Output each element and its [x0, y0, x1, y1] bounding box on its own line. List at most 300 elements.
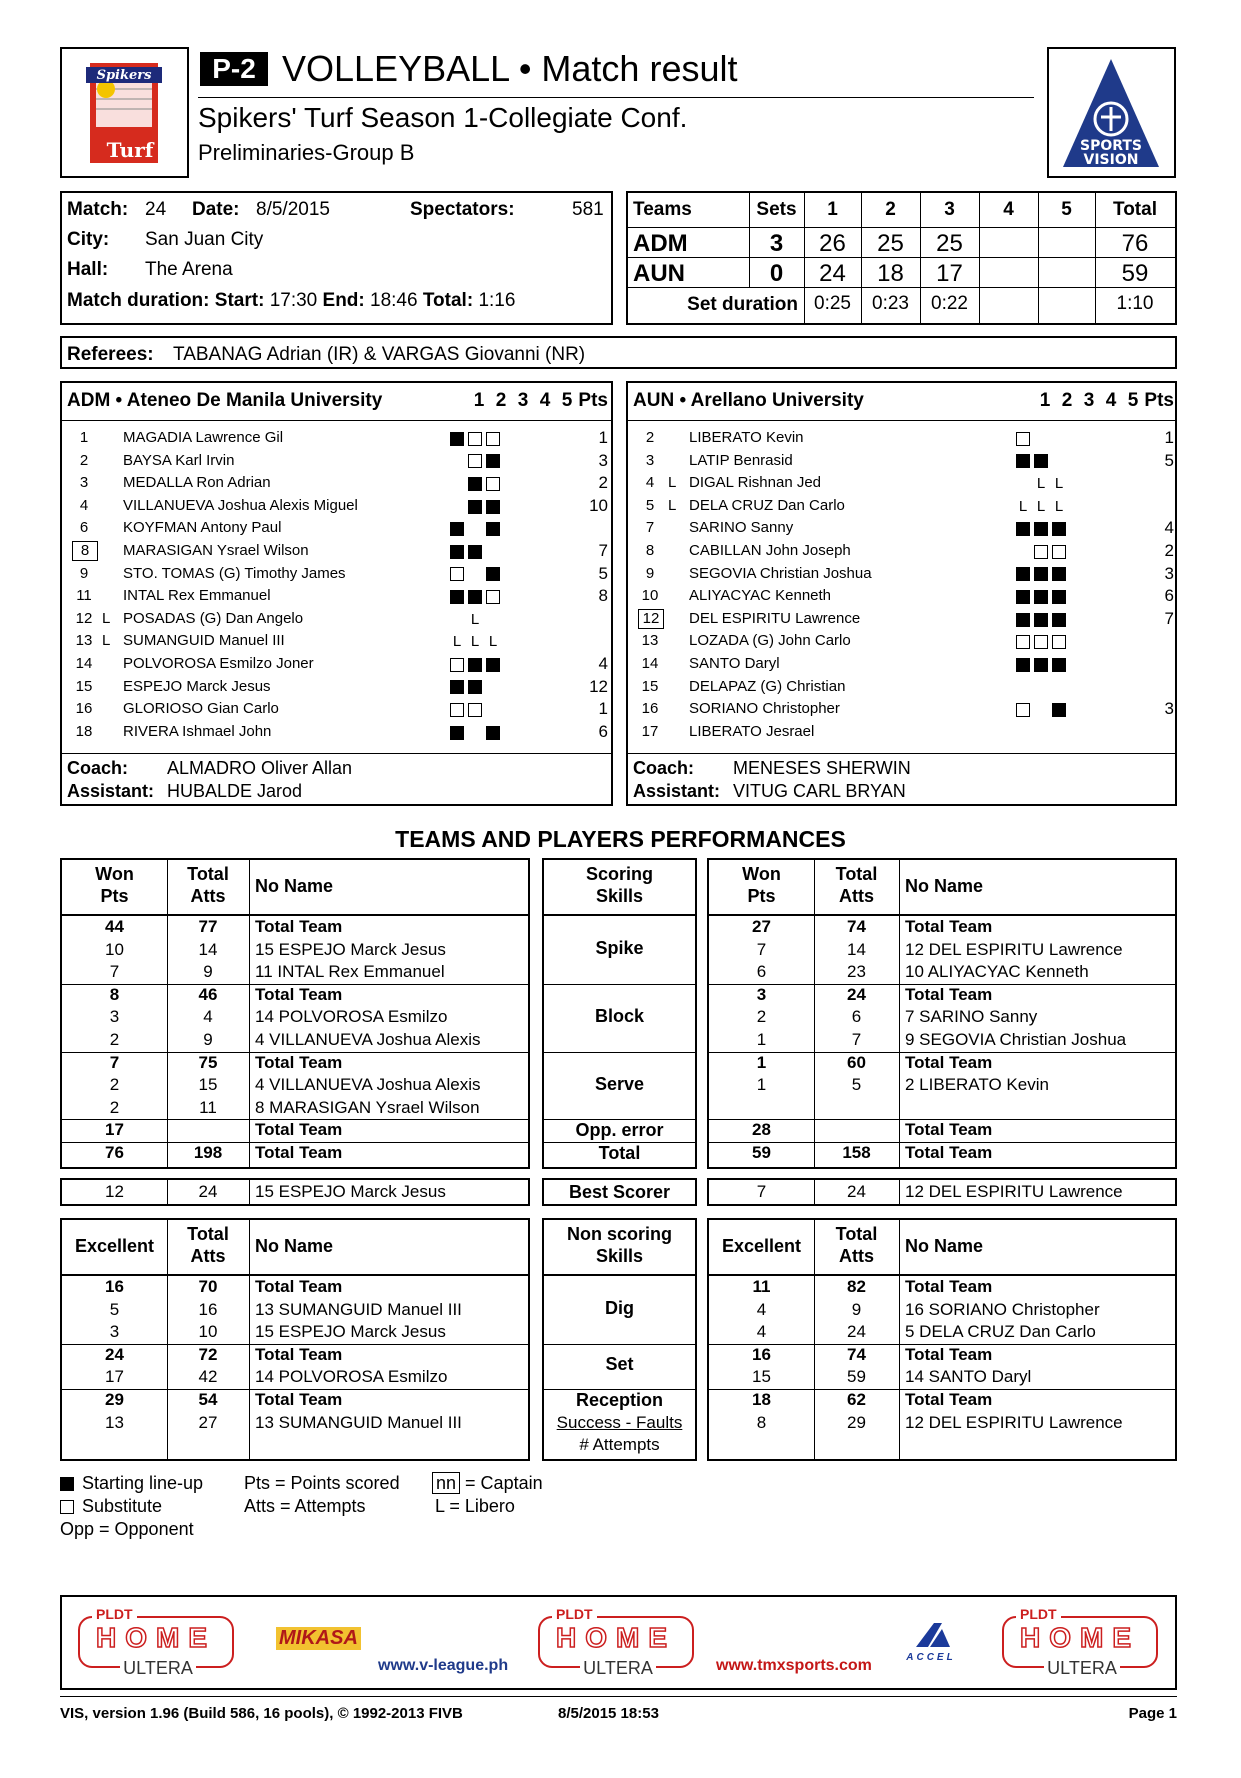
grid-line — [899, 1220, 900, 1274]
player-number: 14 — [641, 655, 659, 672]
score-cell: 76 — [1121, 230, 1149, 257]
empty-slot — [450, 500, 464, 514]
starter-square — [450, 522, 464, 536]
empty-slot — [1070, 590, 1084, 604]
pts-header: Pts — [578, 390, 608, 411]
team-a-roster — [60, 381, 613, 806]
svg-text:Turf: Turf — [106, 138, 154, 162]
team-b-roster — [626, 381, 1177, 806]
substitute-square — [1016, 635, 1030, 649]
page-badge: P-2 — [200, 52, 268, 86]
player-points: 5 — [1164, 450, 1174, 470]
empty-slot — [504, 680, 518, 694]
set-header: 3 — [1083, 390, 1095, 411]
libero-mark: L — [668, 474, 677, 492]
starter-square — [450, 680, 464, 694]
coach-name: ALMADRO Oliver Allan — [167, 758, 353, 778]
legend-substitute: Substitute — [60, 1496, 162, 1517]
stat-attempts: 54 — [198, 1390, 218, 1409]
stat-attempts: 5 — [851, 1075, 862, 1095]
starter-square — [468, 545, 482, 559]
player-name: SARINO Sanny — [689, 519, 794, 537]
player-ref: Total Team — [905, 1277, 993, 1296]
player-ref: Total Team — [905, 1143, 993, 1162]
player-ref: 11 INTAL Rex Emmanuel — [255, 962, 445, 982]
stat-value: 10 — [105, 939, 124, 959]
ultera-text: ULTERA — [120, 1658, 196, 1679]
player-name: LOZADA (G) John Carlo — [689, 632, 851, 650]
starter-square — [1052, 703, 1066, 717]
grid-line — [249, 916, 250, 1167]
player-number: 6 — [79, 519, 89, 537]
empty-slot — [1052, 726, 1066, 740]
libero-mark: L — [470, 633, 480, 651]
divider — [62, 753, 611, 754]
date-label: Date: — [192, 199, 240, 220]
skill-name: Set — [605, 1354, 634, 1375]
player-number: 8 — [72, 541, 98, 561]
match-date: 8/5/2015 — [256, 199, 330, 220]
starter-square — [468, 590, 482, 604]
best-scorer-right — [707, 1178, 1177, 1206]
set-duration: 0:25 — [814, 293, 851, 314]
player-points: 1 — [598, 699, 608, 719]
spectators-label: Spectators: — [410, 199, 515, 220]
column-header: No Name — [905, 1236, 984, 1256]
empty-slot — [1052, 680, 1066, 694]
empty-slot — [1034, 680, 1048, 694]
player-number: 11 — [76, 587, 92, 605]
empty-slot — [1070, 613, 1084, 627]
stat-value: 2 — [109, 1030, 120, 1049]
grid-line — [899, 1276, 900, 1459]
starter-square — [1034, 567, 1048, 581]
grid-line — [899, 860, 900, 914]
empty-slot — [1070, 726, 1084, 740]
team-title: AUN • Arellano University — [633, 390, 864, 411]
stat-value: 8 — [109, 984, 120, 1004]
stat-attempts: 82 — [847, 1277, 866, 1296]
legend-pts: Pts = Points scored — [244, 1473, 400, 1493]
libero-mark: L — [1018, 497, 1028, 515]
stat-value: 29 — [105, 1390, 124, 1409]
group-divider — [544, 1052, 695, 1053]
referees-label: Referees: — [67, 344, 154, 365]
substitute-square — [468, 703, 482, 717]
column-header: Atts — [839, 1246, 874, 1266]
empty-slot — [504, 726, 518, 740]
tmx-link: www.tmxsports.com — [716, 1657, 872, 1674]
empty-slot — [468, 726, 482, 740]
empty-slot — [1088, 635, 1102, 649]
empty-slot — [1034, 432, 1048, 446]
empty-slot — [486, 613, 500, 627]
starter-square — [1052, 522, 1066, 536]
stat-attempts: 74 — [847, 1344, 866, 1364]
grid-line — [249, 1220, 250, 1274]
empty-slot — [450, 477, 464, 491]
player-name: POLVOROSA Esmilzo Joner — [123, 655, 314, 672]
score-header: 2 — [885, 199, 896, 220]
substitute-square — [450, 658, 464, 672]
set-participation — [448, 475, 538, 493]
empty-slot — [468, 522, 482, 536]
stat-attempts: 23 — [847, 962, 866, 982]
grid-line — [249, 1180, 250, 1204]
set-participation — [1014, 633, 1104, 651]
player-points: 3 — [1164, 699, 1174, 719]
empty-slot — [522, 635, 536, 649]
starter-square — [486, 454, 500, 468]
score-cell: 18 — [877, 260, 904, 287]
empty-slot — [1034, 726, 1048, 740]
starter-square — [1034, 658, 1048, 672]
center-body — [542, 914, 697, 1169]
player-points: 6 — [598, 721, 608, 741]
libero-mark: L — [470, 610, 480, 628]
set-participation — [448, 701, 538, 719]
player-name: SEGOVIA Christian Joshua — [689, 564, 872, 582]
set-header: 2 — [1061, 390, 1073, 411]
player-ref: Total Team — [255, 1143, 343, 1162]
empty-slot — [504, 454, 518, 468]
doc-title: VOLLEYBALL • Match result — [282, 48, 738, 89]
reception-subtitle: Success - Faults — [556, 1413, 683, 1432]
team-code: ADM — [633, 230, 688, 257]
set-participation — [448, 453, 538, 471]
best-scorer-name: 12 DEL ESPIRITU Lawrence — [905, 1182, 1123, 1201]
reception-subtitle: # Attempts — [579, 1435, 660, 1454]
libero-mark: L — [1036, 475, 1046, 493]
starter-square — [468, 658, 482, 672]
svg-text:SPORTS: SPORTS — [1079, 138, 1143, 154]
stat-attempts: 9 — [203, 962, 213, 982]
player-name: GLORIOSO Gian Carlo — [123, 700, 279, 718]
sports-vision-logo — [1049, 49, 1174, 176]
player-ref: Total Team — [905, 1344, 993, 1364]
assistant-name: VITUG CARL BRYAN — [733, 781, 906, 801]
set-participation — [448, 724, 538, 742]
stat-value: 1 — [756, 1075, 767, 1095]
libero-mark: L — [488, 633, 498, 651]
stat-value: 16 — [752, 1344, 771, 1364]
empty-slot — [486, 545, 500, 559]
substitute-square — [1034, 545, 1048, 559]
player-name: SUMANGUID Manuel III — [123, 632, 285, 650]
score-cell: 3 — [769, 230, 784, 257]
starter-square — [1052, 658, 1066, 672]
set-duration-label: Set duration — [687, 294, 798, 315]
home-text: HOME — [556, 1622, 676, 1653]
player-name: CABILLAN John Joseph — [689, 542, 851, 559]
center-body — [542, 1274, 697, 1461]
empty-slot — [504, 567, 518, 581]
empty-slot — [1016, 545, 1030, 559]
legend-starting: Starting line-up — [60, 1473, 203, 1494]
set-participation — [448, 430, 538, 448]
team-title: ADM • Ateneo De Manila University — [67, 390, 383, 411]
player-number: 9 — [645, 564, 655, 582]
stat-attempts: 74 — [847, 917, 866, 936]
accel-text: ACCEL — [906, 1652, 956, 1663]
hall-label: Hall: — [67, 259, 109, 280]
stat-attempts: 62 — [847, 1390, 866, 1409]
stat-value: 59 — [752, 1143, 771, 1162]
score-cell: 25 — [936, 230, 963, 257]
pldt-home-ultera-logo — [78, 1604, 238, 1680]
left-body — [60, 914, 530, 1169]
empty-slot — [1016, 726, 1030, 740]
stat-attempts: 7 — [851, 1030, 862, 1049]
starter-square — [486, 500, 500, 514]
starter-square — [486, 522, 500, 536]
skill-name: Serve — [594, 1073, 645, 1094]
stat-value: 28 — [752, 1120, 771, 1140]
substitute-square — [1052, 635, 1066, 649]
starter-square — [1034, 522, 1048, 536]
skill-name: Block — [594, 1005, 645, 1026]
pldt-text: PLDT — [552, 1606, 597, 1622]
score-header: 4 — [1003, 199, 1014, 220]
player-points: 4 — [1164, 518, 1174, 538]
player-number: 12 — [75, 609, 93, 627]
pldt-home-ultera-logo — [1002, 1604, 1162, 1680]
set-header: 3 — [517, 390, 529, 411]
assistant-label: Assistant: — [633, 781, 721, 801]
best-scorer-attempts: 24 — [198, 1182, 218, 1201]
player-ref: Total Team — [905, 984, 993, 1004]
left-body — [60, 1274, 530, 1461]
stat-attempts: 4 — [203, 1007, 213, 1027]
player-name: DIGAL Rishnan Jed — [689, 474, 822, 492]
empty-slot — [1088, 680, 1102, 694]
empty-slot — [450, 613, 464, 627]
player-name: LIBERATO Kevin — [689, 429, 804, 446]
set-header: 1 — [1039, 390, 1051, 411]
table-header — [60, 858, 530, 916]
divider — [62, 420, 611, 421]
player-points: 1 — [1164, 428, 1174, 447]
set-participation — [448, 679, 538, 697]
player-name: LIBERATO Jesrael — [689, 722, 815, 740]
set-participation — [1014, 611, 1104, 629]
footer-page: Page 1 — [1128, 1705, 1177, 1722]
starter-square — [1034, 613, 1048, 627]
score-header: Sets — [756, 199, 797, 220]
player-ref: Total Team — [255, 1344, 343, 1364]
player-name: SORIANO Christopher — [689, 700, 840, 718]
player-number: 5 — [645, 496, 655, 514]
libero-mark: L — [1054, 497, 1064, 515]
player-ref: 10 ALIYACYAC Kenneth — [905, 962, 1089, 982]
home-text: HOME — [1020, 1622, 1140, 1653]
score-cell: 59 — [1121, 260, 1149, 287]
column-header: Atts — [839, 886, 874, 906]
substitute-square — [486, 590, 500, 604]
stat-value: 4 — [756, 1322, 767, 1342]
column-header: Total — [187, 1224, 229, 1244]
spectators-count: 581 — [572, 199, 604, 220]
player-ref: 4 VILLANUEVA Joshua Alexis — [255, 1075, 481, 1095]
libero-mark: L — [102, 632, 111, 650]
empty-slot — [1052, 454, 1066, 468]
performances-title: TEAMS AND PLAYERS PERFORMANCES — [395, 826, 846, 852]
vleague-link: www.v-league.ph — [378, 1657, 509, 1674]
stat-value: 7 — [109, 962, 120, 982]
stat-value: 2 — [109, 1075, 120, 1095]
grid-line — [899, 916, 900, 1167]
column-header: Total — [835, 1224, 878, 1244]
player-name: BAYSA Karl Irvin — [123, 451, 235, 469]
empty-slot — [504, 613, 518, 627]
column-header: Total — [835, 864, 878, 884]
mikasa-logo: MIKASA — [276, 1627, 361, 1650]
sponsor-bar — [60, 1595, 1177, 1690]
stat-value: 76 — [105, 1143, 124, 1162]
skills-header-text: Skills — [595, 1246, 644, 1266]
player-points: 2 — [598, 473, 608, 493]
player-ref: 13 SUMANGUID Manuel III — [255, 1412, 462, 1432]
substitute-square — [450, 703, 464, 717]
pldt-text: PLDT — [1016, 1606, 1061, 1622]
empty-slot — [1070, 703, 1084, 717]
stat-value: 6 — [756, 962, 767, 982]
legend-atts: Atts = Attempts — [244, 1496, 366, 1516]
substitute-square — [450, 567, 464, 581]
stat-attempts: 15 — [198, 1075, 218, 1095]
player-number: 7 — [645, 519, 655, 537]
pldt-text: PLDT — [92, 1606, 137, 1622]
empty-slot — [1088, 658, 1102, 672]
score-header: 5 — [1061, 199, 1072, 220]
player-number: 2 — [645, 429, 655, 446]
divider — [628, 420, 1177, 421]
starter-square — [1052, 590, 1066, 604]
stat-attempts: 24 — [847, 984, 866, 1004]
empty-slot — [1070, 454, 1084, 468]
player-ref: 12 DEL ESPIRITU Lawrence — [905, 939, 1123, 959]
player-ref: 15 ESPEJO Marck Jesus — [255, 939, 446, 959]
stat-value: 13 — [105, 1412, 124, 1432]
grid-line — [249, 1276, 250, 1459]
assistant-name: HUBALDE Jarod — [167, 781, 303, 801]
pts-header: Pts — [1144, 390, 1174, 411]
ultera-text: ULTERA — [1044, 1658, 1120, 1679]
player-points: 7 — [1164, 608, 1174, 628]
player-name: RIVERA Ishmael John — [123, 722, 272, 740]
match-info-box — [60, 191, 613, 325]
starter-square — [468, 680, 482, 694]
stat-attempts: 42 — [198, 1367, 218, 1387]
libero-mark: L — [668, 496, 677, 514]
set-header: 4 — [539, 390, 551, 411]
player-name: ALIYACYAC Kenneth — [689, 587, 832, 605]
stat-value: 15 — [752, 1367, 771, 1387]
stat-attempts: 10 — [198, 1322, 218, 1342]
player-number: 12 — [638, 609, 664, 629]
best-scorer-points: 7 — [756, 1182, 767, 1201]
player-ref: Total Team — [255, 917, 343, 936]
player-points: 3 — [1164, 563, 1174, 583]
empty-slot — [522, 613, 536, 627]
stat-attempts: 77 — [198, 917, 218, 936]
starter-square — [1016, 590, 1030, 604]
stat-attempts: 198 — [193, 1143, 223, 1162]
column-header: Won — [742, 864, 781, 884]
right-body — [707, 1274, 1177, 1461]
player-ref: 14 POLVOROSA Esmilzo — [255, 1007, 448, 1027]
player-points: 12 — [589, 676, 608, 696]
column-header: Won — [95, 864, 134, 884]
set-participation — [1014, 430, 1104, 448]
stat-attempts: 158 — [842, 1143, 871, 1162]
set-participation — [1014, 701, 1104, 719]
skill-name: Spike — [595, 937, 644, 958]
stat-value: 7 — [756, 939, 767, 959]
starter-square — [450, 432, 464, 446]
competition-name: Spikers' Turf Season 1-Collegiate Conf. — [198, 102, 688, 133]
ultera-text: ULTERA — [580, 1658, 656, 1679]
column-header: No Name — [255, 1236, 334, 1256]
player-number: 14 — [75, 655, 93, 672]
set-header: 5 — [561, 390, 573, 411]
empty-slot — [1070, 545, 1084, 559]
starter-square — [486, 726, 500, 740]
player-ref: Total Team — [255, 984, 343, 1004]
substitute-square — [1052, 545, 1066, 559]
grid-line — [249, 860, 250, 914]
match-duration: Match duration: Start: 17:30 End: 18:46 Total: 1:16 — [67, 290, 516, 311]
best-scorer-label-box — [542, 1178, 697, 1206]
stat-attempts: 29 — [847, 1412, 866, 1432]
set-header: 4 — [1105, 390, 1117, 411]
set-participation — [1014, 475, 1104, 493]
best-scorer-label: Best Scorer — [568, 1182, 671, 1202]
divider — [628, 753, 1177, 754]
legend — [60, 1473, 660, 1543]
table-header — [707, 1218, 1177, 1276]
grid-line — [899, 1180, 900, 1204]
team-code: AUN — [633, 260, 685, 287]
starter-square — [468, 500, 482, 514]
player-points: 7 — [598, 541, 608, 560]
stat-value: 24 — [105, 1344, 124, 1364]
player-name: DELA CRUZ Dan Carlo — [689, 496, 845, 514]
empty-slot — [1070, 635, 1084, 649]
player-number: 1 — [79, 429, 89, 446]
stat-value: 7 — [109, 1052, 120, 1072]
set-participation — [448, 611, 538, 629]
group-divider — [544, 1344, 695, 1345]
stat-value: 27 — [752, 917, 771, 936]
logo-left-box — [60, 47, 189, 178]
stat-attempts: 60 — [847, 1052, 866, 1072]
player-number: 15 — [75, 677, 93, 695]
set-participation — [448, 656, 538, 674]
player-ref: 16 SORIANO Christopher — [905, 1299, 1100, 1319]
player-ref: Total Team — [905, 1120, 993, 1140]
empty-slot — [1034, 703, 1048, 717]
column-header: Pts — [747, 886, 776, 906]
libero-mark: L — [1036, 497, 1046, 515]
stat-value: 2 — [109, 1097, 120, 1117]
empty-slot — [504, 635, 518, 649]
player-number: 10 — [641, 587, 659, 605]
player-ref: 8 MARASIGAN Ysrael Wilson — [255, 1097, 480, 1117]
stat-value: 17 — [105, 1367, 124, 1387]
empty-slot — [504, 590, 518, 604]
set-participation — [448, 543, 538, 561]
